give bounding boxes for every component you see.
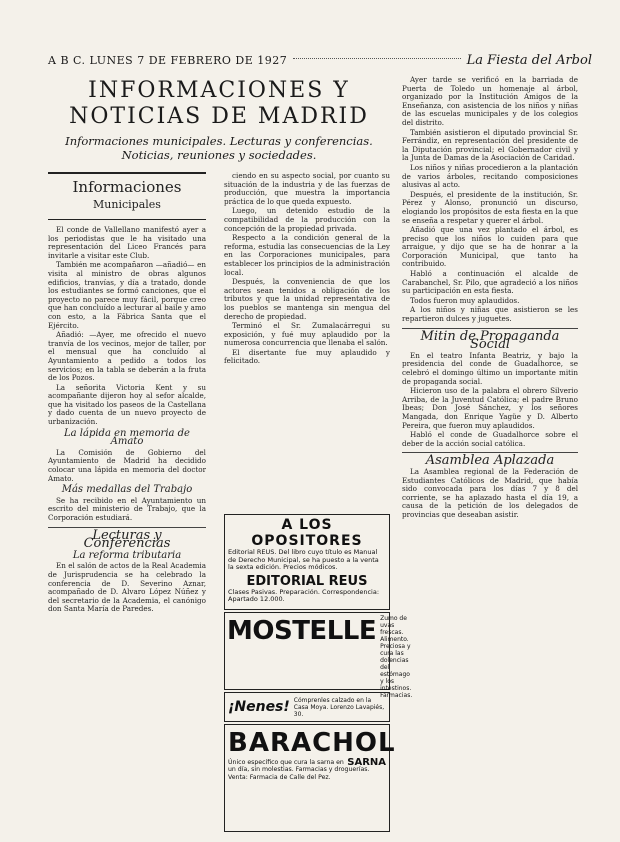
- header-date: A B C. LUNES 7 DE FEBRERO DE 1927: [48, 53, 288, 67]
- box-title: Informaciones: [72, 178, 182, 196]
- article-paragraph: Todos fueron muy aplaudidos.: [410, 295, 520, 305]
- article-paragraph: La Asamblea regional de la Federación de Estudiantes Católicos de Madrid, que había sido convocada para los días 7 y 8 del corriente, se ha aplazado hasta el día 19, a causa de la petición de los delegados de provincias que deseaban asistir.: [402, 466, 578, 519]
- ad-sarna: SARNA: [347, 757, 386, 768]
- main-title: INFORMACIONES Y NOTICIAS DE MADRID: [69, 78, 369, 129]
- article-paragraph: Después, la conveniencia de que los actores sean tenidos a obligación de los tributos y que la unidad representativa de los pueblos se mantenga sin mengua del derecho de propiedad.: [224, 277, 390, 321]
- ad-nenes: [224, 692, 390, 722]
- article-paragraph: ciendo en su aspecto social, por cuanto su situación de la industria y de las fuerzas de producción, que muestra la importancia práctica de lo que queda expuesto.: [224, 172, 390, 206]
- subtitle: Informaciones municipales. Lecturas y conferencias. Noticias, reuniones y sociedades.: [65, 134, 373, 162]
- ad-opositores: [224, 514, 390, 610]
- article-paragraph: Añadió: —Ayer, me ofrecido el nuevo tranvía de los vecinos, mejor de taller, por el mensual que ha concluído al Ayuntamiento a pedido a todos los servicios; en la tabla se deberán a la fruta de los Pozos.: [48, 330, 206, 383]
- ad-brand: EDITORIAL REUS: [246, 573, 368, 589]
- column-2: [224, 172, 390, 510]
- article-paragraph: En el salón de actos de la Real Academia de Jurisprudencia se ha celebrado la conferencia de D. Severino Aznar, acompañado de D. Alvaro López Núñez y del secretario de la Academia, el canónigo don Santa María de Paredes.: [48, 561, 206, 614]
- article-paragraph: Se ha recibido en el Ayuntamiento un escrito del ministerio de Trabajo, que la Corporación estudiará.: [48, 495, 206, 522]
- header-section: La Fiesta del Arbol: [466, 52, 592, 68]
- article-paragraph: Habló a continuación el alcalde de Carabanchel, Sr. Pilo, que agradeció a los niños su participación en esta fiesta.: [402, 269, 578, 296]
- box-subtitle: Municipales: [93, 198, 161, 211]
- section-heading: Más medallas del Trabajo: [61, 484, 193, 496]
- article-paragraph: Respecto a la condición general de la reforma, estudia las consecuencias de la Ley en las Corporaciones municipales, para establecer los principios de la administración local.: [224, 233, 390, 277]
- article-paragraph: Hicieron uso de la palabra el obrero Silverio Arriba, de la Juventud Católica; el padre Bruno Ibeas; Don José Sánchez, y los señores Mangada, don Enrique Yagüe y D. Alberto Pereira, que fueron muy aplaudidos.: [402, 386, 578, 430]
- ad-title: A LOS OPOSITORES: [251, 517, 363, 549]
- ad-barachol: [224, 724, 396, 832]
- page-header: [48, 52, 592, 68]
- section-heading: Asamblea Aplazada: [425, 453, 555, 469]
- column-1: [48, 172, 206, 832]
- section-heading: Mitin de Propaganda Social: [420, 328, 560, 353]
- article-paragraph: Luego, un detenido estudio de la compatibilidad de la producción con la concepción de la propiedad privada.: [224, 206, 390, 233]
- ad-text: Editorial REUS. Del libro cuyo título es Manual de Derecho Municipal, se ha puesto a la venta la sexta edición. Precios módicos.: [228, 548, 379, 572]
- article-paragraph: También me acompañaron —añadió— en visita al ministro de obras algunos edificios, tranvías, y día a tratado, donde los estudiantes se formó canciones, que el proyecto no parece muy fácil, porque creo que han concluído a lecturar al baile y amo con esto, a la Fábrica Santa que el Ejército.: [48, 260, 206, 330]
- article-paragraph: El conde de Vallellano manifestó ayer a los periodistas que le ha visitado una representación del Liceo Francés para invitarle a visitar este Club.: [48, 225, 206, 260]
- article-paragraph: Después, el presidente de la institución, Sr. Pérez y Alonso, pronunció un discurso, elogiando los propósitos de esta fiesta en la que se enseña a respetar y querer el árbol.: [402, 189, 578, 225]
- article-paragraph: Ayer tarde se verificó en la barriada de Puerta de Toledo un homenaje al árbol, organizado por la Institución Amigos de la Enseñanza, con asistencia de los niños y niñas de las escuelas municipales y de los colegios del distrito.: [402, 76, 578, 127]
- ad-brand: ¡Nenes!: [228, 698, 290, 715]
- ad-mostelle: [224, 612, 413, 699]
- section-heading: La reforma tributaria: [72, 549, 182, 561]
- article-paragraph: El disertante fue muy aplaudido y felicitado.: [224, 347, 390, 366]
- ad-text: Único específico que cura la sarna en un día, sin molestias. Farmacias y droguerías. Venta: Farmacia de Calle del Pez.: [228, 759, 370, 781]
- box-heading: [48, 172, 206, 220]
- article-paragraph: Añadió que una vez plantado el árbol, es preciso que los niños lo cuiden para que arraigue, y dijo que se ha de honrar a la Corporación Municipal, que tanto ha contribuido.: [402, 225, 578, 269]
- header-leader: [293, 58, 460, 59]
- article-paragraph: Terminó el Sr. Zumalacárregui su exposición, y fué muy aplaudido por la numerosa concurrencia que llenaba el salón.: [224, 321, 390, 348]
- section-heading: Lecturas y Conferencias: [83, 527, 171, 552]
- ad-text: Cómprenles calzado en la Casa Moya. Lorenzo Lavapiés, 30.: [293, 696, 385, 718]
- ad-footer: Clases Pasivas. Preparación. Correspondencia: Apartado 12.000.: [228, 587, 380, 604]
- column-3: [402, 76, 578, 832]
- ad-text: Zumo de uvas frescas. Alimento. Preciosa y cura las dolencias del estómago y los intestinos. Farmacias.: [380, 615, 413, 699]
- article-paragraph: En el teatro Infanta Beatriz, y bajo la presidencia del conde de Guadalhorce, se celebró el domingo último un importante mitin de propaganda social.: [402, 350, 578, 386]
- article-paragraph: Los niños y niñas procedieron a la plantación de varios árboles, recitando composiciones alusivas al acto.: [402, 162, 578, 190]
- article-paragraph: La Comisión de Gobierno del Ayuntamiento de Madrid ha decidido colocar una lápida en memoria del doctor Amato.: [48, 447, 206, 483]
- article-paragraph: Habló el conde de Guadalhorce sobre el deber de la acción social católica.: [402, 430, 578, 448]
- ad-brand: BARACHOL: [228, 728, 396, 758]
- article-paragraph: A los niños y niñas que asistieron se les repartieron dulces y juguetes.: [402, 305, 578, 324]
- section-heading: La lápida en memoria de Amato: [64, 427, 190, 448]
- ad-brand: MOSTELLE: [227, 616, 377, 646]
- article-paragraph: La señorita Victoria Kent y su acompañante dijeron hoy al sefor alcalde, que ha visitado los paseos de la Castellana y dado cuenta de un nuevo proyecto de urbanización.: [48, 382, 206, 427]
- article-paragraph: También asistieron el diputado provincial Sr. Ferrándiz, en representación del presidente de la Diputación provincial; el Gobernador civil y la Junta de Damas de la Asociación de Caridad.: [402, 127, 578, 163]
